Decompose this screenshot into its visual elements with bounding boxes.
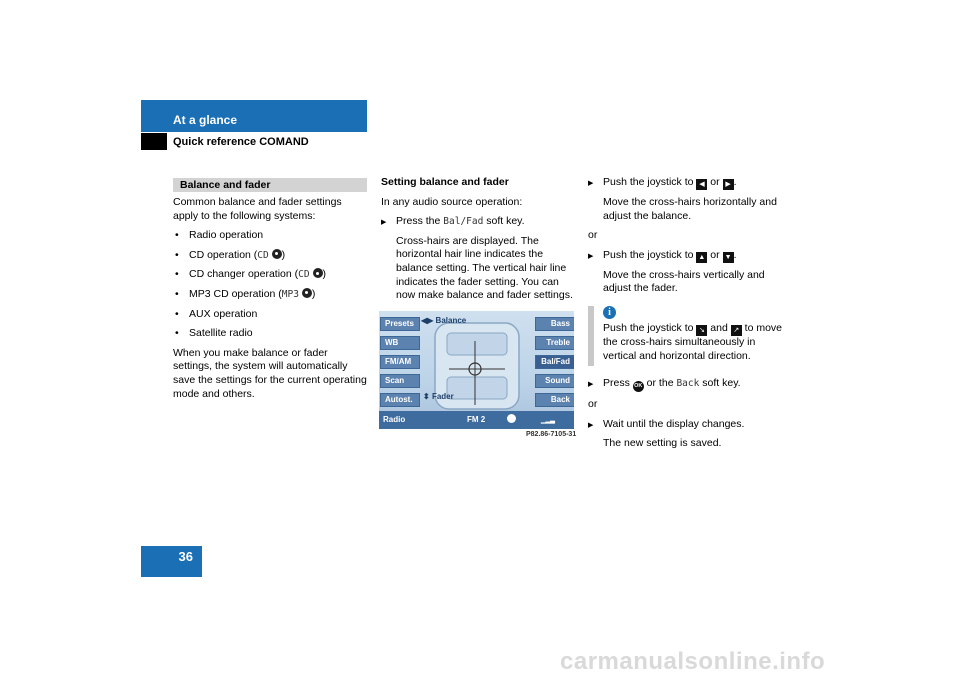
- softkey-treble: Treble: [535, 336, 574, 350]
- info-text: and: [707, 321, 731, 334]
- item-label: MP3 CD operation (: [189, 287, 282, 300]
- status-band: FM 2: [467, 415, 486, 424]
- item-label: ): [311, 287, 316, 300]
- softkey-fmam: FM/AM: [380, 355, 420, 369]
- joystick-right-icon: ▶: [723, 179, 734, 190]
- item-label: Radio operation: [189, 229, 264, 242]
- joystick-left-icon: ◀: [696, 179, 707, 190]
- step-text: or: [707, 176, 723, 188]
- chapter-title: At a glance: [173, 113, 238, 127]
- ok-button-icon: OK: [633, 381, 644, 392]
- step-item: [588, 249, 783, 263]
- step-text: Press the: [396, 215, 444, 228]
- info-text: Push the joystick to: [603, 321, 697, 334]
- balance-fader-column: [173, 178, 367, 401]
- softkey-sound: Sound: [535, 374, 574, 388]
- softkey-back: Back: [535, 393, 574, 407]
- list-item: [173, 327, 367, 341]
- lead-text: In any audio source operation:: [381, 195, 523, 208]
- step-item: [588, 377, 783, 392]
- page-number: 36: [178, 549, 193, 564]
- mode-code: CD: [298, 269, 310, 281]
- joystick-down-icon: ▼: [723, 252, 734, 263]
- section-heading: Balance and fader: [173, 178, 367, 192]
- step-text: or: [707, 248, 723, 261]
- left-right-arrows-icon: ◀▶: [421, 316, 434, 325]
- step-text: Push the joystick to: [603, 248, 697, 261]
- setting-column: [381, 176, 576, 303]
- mode-code: MP3: [281, 288, 299, 300]
- step-item: ▶ Wait until the display changes.: [588, 418, 783, 432]
- step-text: .: [733, 248, 737, 261]
- disc-icon: [272, 249, 282, 259]
- info-text: to move the cross-hairs simultaneously in vertical and horizontal direction.: [603, 321, 783, 362]
- item-label: CD changer operation (: [189, 268, 299, 281]
- list-item: [173, 249, 367, 263]
- item-label: ): [322, 268, 327, 281]
- info-bar: [588, 306, 594, 366]
- disc-icon: [302, 288, 312, 298]
- up-down-arrows-icon: ⬍: [423, 392, 430, 401]
- disc-stack-icon: [313, 268, 323, 278]
- softkey-code: Bal/Fad: [443, 216, 484, 228]
- fader-label-row: [423, 392, 454, 401]
- note-text: When you make balance or fader settings, the system will automatically save the settings for the current operating mode and others.: [173, 346, 367, 400]
- softkey-presets: Presets: [380, 317, 420, 331]
- mode-code: CD: [257, 249, 269, 261]
- joystick-column: [588, 176, 783, 451]
- item-label: Satellite radio: [189, 327, 253, 340]
- step-text: .: [733, 176, 737, 188]
- subsection-title: Setting balance and fader: [381, 176, 509, 188]
- step-detail: The new setting is saved.: [603, 437, 722, 450]
- comand-display-image: [379, 311, 574, 429]
- signal-strength-icon: ▁▂▃: [541, 418, 555, 424]
- softkey-autost: Autost.: [380, 393, 420, 407]
- image-caption: P82.86-7105-31: [526, 431, 577, 438]
- step-detail: Move the cross-hairs vertically and adjust the fader.: [603, 268, 765, 295]
- joystick-diagonal-up-icon: ↗: [731, 325, 742, 336]
- status-bar: [379, 411, 574, 429]
- list-item: [173, 308, 367, 322]
- joystick-diagonal-down-icon: ↘: [696, 325, 707, 336]
- info-box: [588, 306, 783, 363]
- or-text: or: [588, 229, 598, 242]
- step-item: [381, 215, 576, 229]
- step-item: [588, 176, 783, 190]
- list-item: [173, 229, 367, 243]
- status-source: Radio: [383, 415, 406, 424]
- step-text: Press: [603, 377, 633, 390]
- fader-label: Fader: [431, 392, 454, 401]
- watermark: carmanualsonline.info: [560, 648, 826, 675]
- step-detail: Move the cross-hairs horizontally and adjust the balance.: [603, 196, 777, 222]
- or-text: or: [588, 398, 598, 411]
- balance-label-row: [421, 316, 466, 325]
- list-item: [173, 268, 367, 282]
- intro-text: Common balance and fader settings apply to the following systems:: [173, 196, 342, 222]
- softkey-balfad: Bal/Fad: [535, 355, 574, 369]
- section-subtitle: Quick reference COMAND: [173, 136, 309, 148]
- step-text: Push the joystick to: [603, 176, 697, 188]
- softkey-bass: Bass: [535, 317, 574, 331]
- item-label: ): [281, 248, 286, 261]
- step-detail: Cross-hairs are displayed. The horizontal hair line indicates the balance setting. The vertical hair line indicates the fader setting. You can now make balance and fader settings.: [396, 234, 573, 302]
- softkey-scan: Scan: [380, 374, 420, 388]
- softkey-code: Back: [676, 378, 700, 390]
- item-label: AUX operation: [189, 307, 258, 320]
- disc-status-icon: [507, 414, 516, 423]
- header-marker: [141, 133, 167, 150]
- list-item: [173, 288, 367, 302]
- balance-label: Balance: [435, 316, 467, 325]
- softkey-wb: WB: [380, 336, 420, 350]
- step-text: or the: [643, 377, 677, 390]
- info-icon: i: [603, 306, 616, 319]
- step-text: soft key.: [699, 377, 741, 390]
- item-label: CD operation (: [189, 248, 258, 261]
- step-text: soft key.: [483, 215, 525, 228]
- joystick-up-icon: ▲: [696, 252, 707, 263]
